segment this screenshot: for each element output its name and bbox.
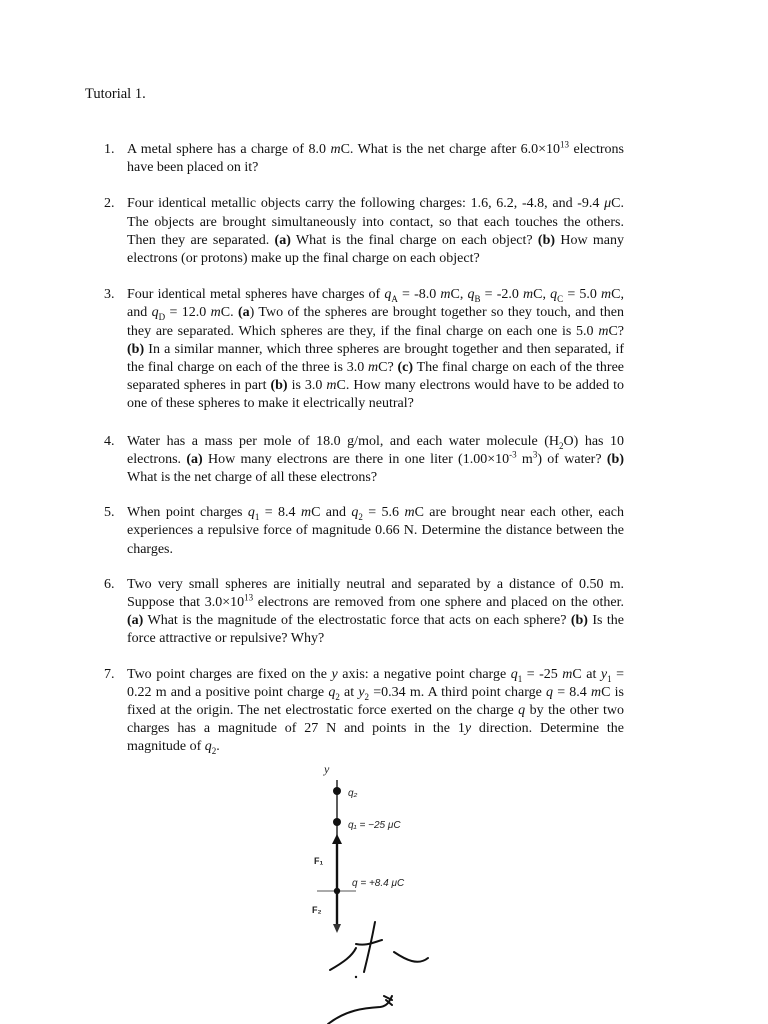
charge-diagram-svg [300, 760, 460, 1024]
text-run: = -2.0 [480, 287, 524, 303]
f2-label: F₂ [312, 905, 322, 915]
text-run: axis: a negative point charge [337, 666, 511, 682]
text-run: q [328, 684, 336, 700]
problem-item [104, 504, 624, 559]
text-run: C. [220, 305, 238, 321]
text-run: Water has a mass per mole of 18.0 g/mol, and each water molecule (H [127, 433, 560, 449]
text-run: C. What is the net charge after 6.0×10 [340, 142, 561, 157]
problem-item [104, 666, 624, 757]
text-run: 2 [358, 512, 363, 523]
text-run: = 12.0 [165, 305, 211, 321]
text-run: What is the net charge of all these electrons? [127, 470, 378, 486]
page-title: Tutorial 1. [85, 86, 146, 102]
text-run: C at [572, 666, 601, 682]
text-run: (b) [570, 613, 588, 629]
handwriting-dot [355, 976, 357, 978]
force-f1-arrow-head-icon [332, 834, 342, 844]
text-run: direction. Determine the magnitude of [127, 721, 624, 755]
text-run: Two point charges are fixed on the [127, 666, 332, 682]
q-label: q = +8.4 μC [352, 878, 405, 889]
problem-text [127, 666, 624, 757]
text-run: 2 [335, 691, 340, 702]
text-run: 2 [364, 691, 370, 702]
text-run: 1 [254, 512, 260, 523]
text-run: Two very small spheres are initially neutral and separated by a distance of 0.50 m. Suppose that 3.0×10 [127, 576, 624, 611]
text-run: q [518, 703, 526, 719]
text-run: Four identical metal spheres have charges of [127, 287, 385, 303]
problem-text [127, 576, 624, 649]
text-run: = -8.0 [397, 287, 441, 303]
handwriting-scribble-1 [330, 922, 428, 972]
text-run: q [384, 287, 392, 303]
problem-text [127, 141, 624, 177]
text-run: Is the force attractive or repulsive? Why? [127, 613, 625, 647]
text-run: at [339, 684, 359, 700]
text-run: C. How many electrons would have to be added to one of these spheres to make it electrically neutral? [127, 378, 624, 412]
text-run: D [158, 312, 166, 323]
y-axis-label: y [324, 762, 330, 776]
text-run: When point charges [127, 505, 248, 521]
handwriting-scribble-2 [328, 996, 392, 1024]
text-run: q [351, 505, 359, 521]
problem-item [104, 433, 624, 488]
text-run: m [523, 287, 534, 303]
text-run: (b) [270, 378, 288, 394]
text-run: = 0.22 m and a positive point charge [127, 666, 624, 700]
text-run: . [216, 739, 220, 755]
text-run: 2 [211, 746, 217, 757]
text-run: (c) [397, 360, 414, 376]
problem-item [104, 141, 624, 177]
text-run: C is fixed at the origin. The net electrostatic force exerted on the charge [127, 684, 624, 719]
text-run: ) Two of the spheres are brought together so they touch, and then they are separated. Which spheres are they, if the final charge on each one is 5.0 [127, 305, 624, 339]
text-run: C and [311, 505, 352, 521]
text-run: B [474, 294, 481, 305]
text-run: 1 [607, 673, 612, 684]
text-run: = 5.0 [563, 287, 602, 303]
text-run: 2 [559, 440, 564, 451]
f1-label: F₁ [314, 856, 324, 866]
q2-label: q₂ [348, 788, 358, 799]
text-run: q [247, 505, 255, 521]
text-run: C? [378, 360, 398, 376]
text-run: How many electrons (or protons) make up the final charge on each object? [127, 232, 624, 267]
text-run: y [600, 666, 608, 682]
charge-diagram [300, 760, 460, 1024]
text-run: q [467, 287, 475, 303]
text-run: C are brought near each other, each experiences a repulsive force of magnitude 0.66 N. Determine the distance between the charges. [127, 505, 624, 557]
problem-text [127, 504, 624, 559]
text-run: A [391, 294, 398, 305]
text-run: (a) [186, 451, 203, 467]
arrow-head-icon [333, 924, 341, 933]
text-run: m [601, 287, 612, 303]
problem-number: 5. [104, 505, 115, 521]
text-run: = 8.4 [259, 505, 301, 521]
text-run: = 5.6 [362, 505, 405, 521]
text-run: Four identical metallic objects carry the following charges: 1.6, 6.2, -4.8, and -9.4 [127, 196, 605, 212]
text-run: ) of water? [537, 451, 607, 467]
problem-number: 4. [104, 433, 115, 449]
text-run: = -25 [522, 666, 563, 682]
text-run: electrons are removed from one sphere and placed on the other. [253, 595, 624, 611]
text-run: How many electrons are there in one liter (1.00×10 [202, 451, 510, 467]
text-run: (a) [127, 613, 144, 629]
problem-item [104, 576, 624, 649]
text-run: =0.34 m. A third point charge [369, 684, 547, 700]
text-run: m [368, 360, 379, 376]
text-run: 3 [532, 449, 538, 460]
text-run: O) has 10 electrons. [127, 433, 625, 467]
text-run: μ [604, 196, 612, 212]
charge-q2-dot [333, 787, 341, 795]
text-run: q [151, 305, 159, 321]
text-run: m [598, 323, 609, 339]
problem-item [104, 195, 624, 268]
text-run: (b) [127, 341, 145, 357]
text-run: m [326, 378, 337, 394]
text-run: q [204, 739, 212, 755]
problem-text [127, 286, 624, 413]
text-run: C [557, 294, 564, 305]
text-run: = 8.4 [553, 684, 591, 700]
problem-text [127, 433, 624, 488]
text-run: q [546, 684, 554, 700]
text-run: In a similar manner, which three spheres are brought together and then separated, if the final charge on each of the three is 3.0 [127, 341, 624, 376]
problem-list [104, 141, 624, 757]
text-run: m [210, 305, 221, 321]
text-run: m [404, 505, 415, 521]
text-run: y [464, 721, 472, 737]
problem-number: 6. [104, 576, 115, 592]
text-run: What is the magnitude of the electrostatic force that acts on each sphere? [143, 613, 571, 629]
text-run: The final charge on each of the three separated spheres in part [127, 360, 624, 394]
text-run: 13 [560, 139, 570, 150]
text-run: (a [237, 305, 250, 321]
text-run: m [300, 505, 312, 521]
text-run: m [440, 287, 451, 303]
text-run: (b) [537, 232, 556, 248]
text-run: -3 [509, 449, 517, 460]
text-run: C, [533, 287, 551, 303]
text-run: by the other two charges has a magnitude of 27 N and points in the 1 [127, 703, 624, 737]
text-run: is 3.0 [287, 378, 327, 394]
text-run: electrons have been placed on it? [127, 142, 624, 176]
text-run: A metal sphere has a charge of 8.0 [127, 142, 331, 157]
text-run: y [358, 684, 365, 700]
text-run: C? [608, 323, 624, 339]
text-run: (b) [606, 451, 624, 467]
text-run: (a) [274, 232, 291, 248]
text-run: q [550, 287, 558, 303]
problem-number: 1. [104, 142, 115, 157]
problem-number: 7. [104, 666, 115, 682]
text-run: y [331, 666, 338, 682]
text-run: 1 [517, 673, 523, 684]
text-run: C, and [127, 287, 625, 321]
text-run: C, [450, 287, 468, 303]
q1-label: q₁ = −25 μC [348, 820, 401, 831]
problem-text [127, 195, 624, 268]
charge-q1-dot [333, 818, 341, 826]
text-run: C. The objects are brought simultaneously into contact, so that each touches the others. Then they are separated. [127, 196, 624, 248]
problem-number: 2. [104, 196, 115, 212]
text-run: What is the final charge on each object? [290, 232, 538, 248]
text-run: m [562, 666, 573, 682]
text-run: m [330, 142, 341, 157]
text-run: m [591, 684, 602, 700]
text-run: m [516, 451, 533, 467]
problem-number: 3. [104, 287, 115, 303]
text-run: 13 [244, 592, 254, 603]
problem-item [104, 286, 624, 413]
text-run: q [510, 666, 518, 682]
